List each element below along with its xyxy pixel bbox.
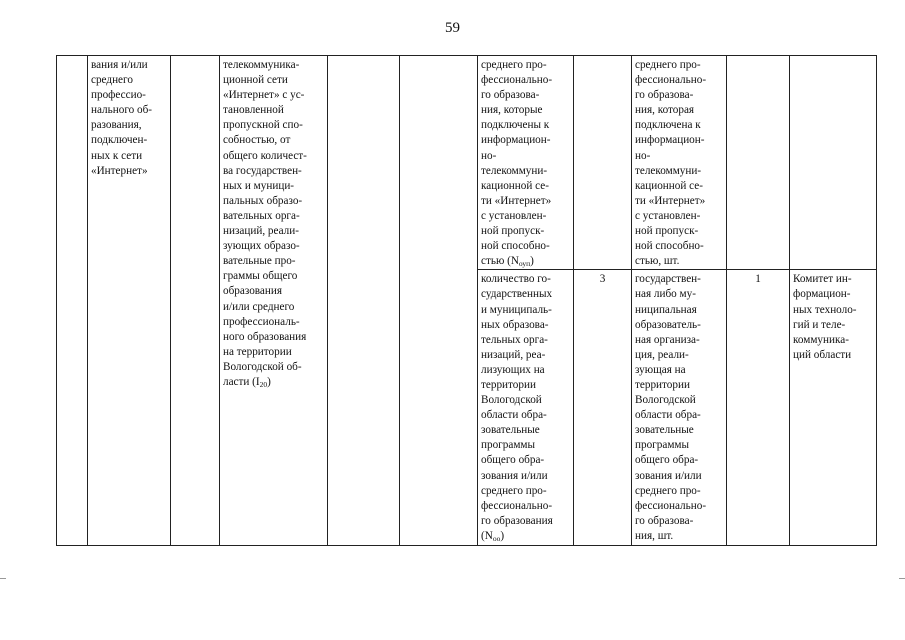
table-row [57,56,877,270]
cell-base-indicator-1 [478,56,574,270]
cell-observation-unit-2 [632,270,727,546]
cell-responsible-1 [790,56,877,270]
cell-observation-unit-1 [632,56,727,270]
cell-method-2 [574,270,632,546]
cell-coverage-1 [727,56,790,270]
cell-formula-description [220,56,328,546]
base-indicator-1-text: среднего про- фессионально- го образова- ния, которые подключены к информацион- но- телекоммуни- кационной се- ти «Интернет» с установлен- ной пропуск- ной способно- стью (Nоуп) [481,59,553,269]
cell-unit [171,56,220,546]
scan-edge-mark-right [899,578,905,579]
responsible-body-text: Комитет ин- формацион- ных техноло- гий и теле- коммуника- ций области [793,273,857,361]
formula-description-text: телекоммуника- ционной сети «Интернет» с ус- тановленной пропускной спо- собностью, от общего количест- ва государствен- ных и муници- пальных образо- вательных орга- низаций, реали- зующих образо- вательные про- граммы общего образования и/или среднего профессиональ- ного образования на территории Вологодской об- ласти (I20) [223,59,307,389]
indicator-table [56,55,877,546]
observation-unit-2-text: государствен- ная либо му- ниципальная образователь- ная организа- ция, реали- зующая на территории Вологодской области обра- зовательные программы общего обра- зования и/или среднего про- фессионально- го образова- ния, шт. [635,273,707,542]
cell-indicator-name [88,56,171,546]
cell-base-indicator-2 [478,270,574,546]
cell-empty-b [400,56,478,546]
cell-empty-a [328,56,400,546]
cell-number [57,56,88,546]
cell-coverage-2 [727,270,790,546]
cell-method-1 [574,56,632,270]
cell-responsible-2 [790,270,877,546]
page-number: 59 [445,20,460,36]
coverage-code: 1 [755,273,761,286]
method-code: 3 [599,273,606,286]
indicator-name-text: вания и/или среднего профессио- нального об- разования, подключен- ных к сети «Интернет» [91,59,153,177]
observation-unit-1-text: среднего про- фессионально- го образова- ния, которая подключена к информацион- но- телекоммуни- кационной се- ти «Интернет» с установлен- ной пропуск- ной способно- стью, шт. [635,59,707,268]
base-indicator-2-text: количество го- сударственных и муниципаль- ных образова- тельных орга- низаций, реа- лизующих на территории Вологодской области обра- зовательные программы общего обра- зования и/или среднего про- фессионально- го образования (Nоо) [481,273,553,543]
scan-edge-mark-left [0,578,6,579]
